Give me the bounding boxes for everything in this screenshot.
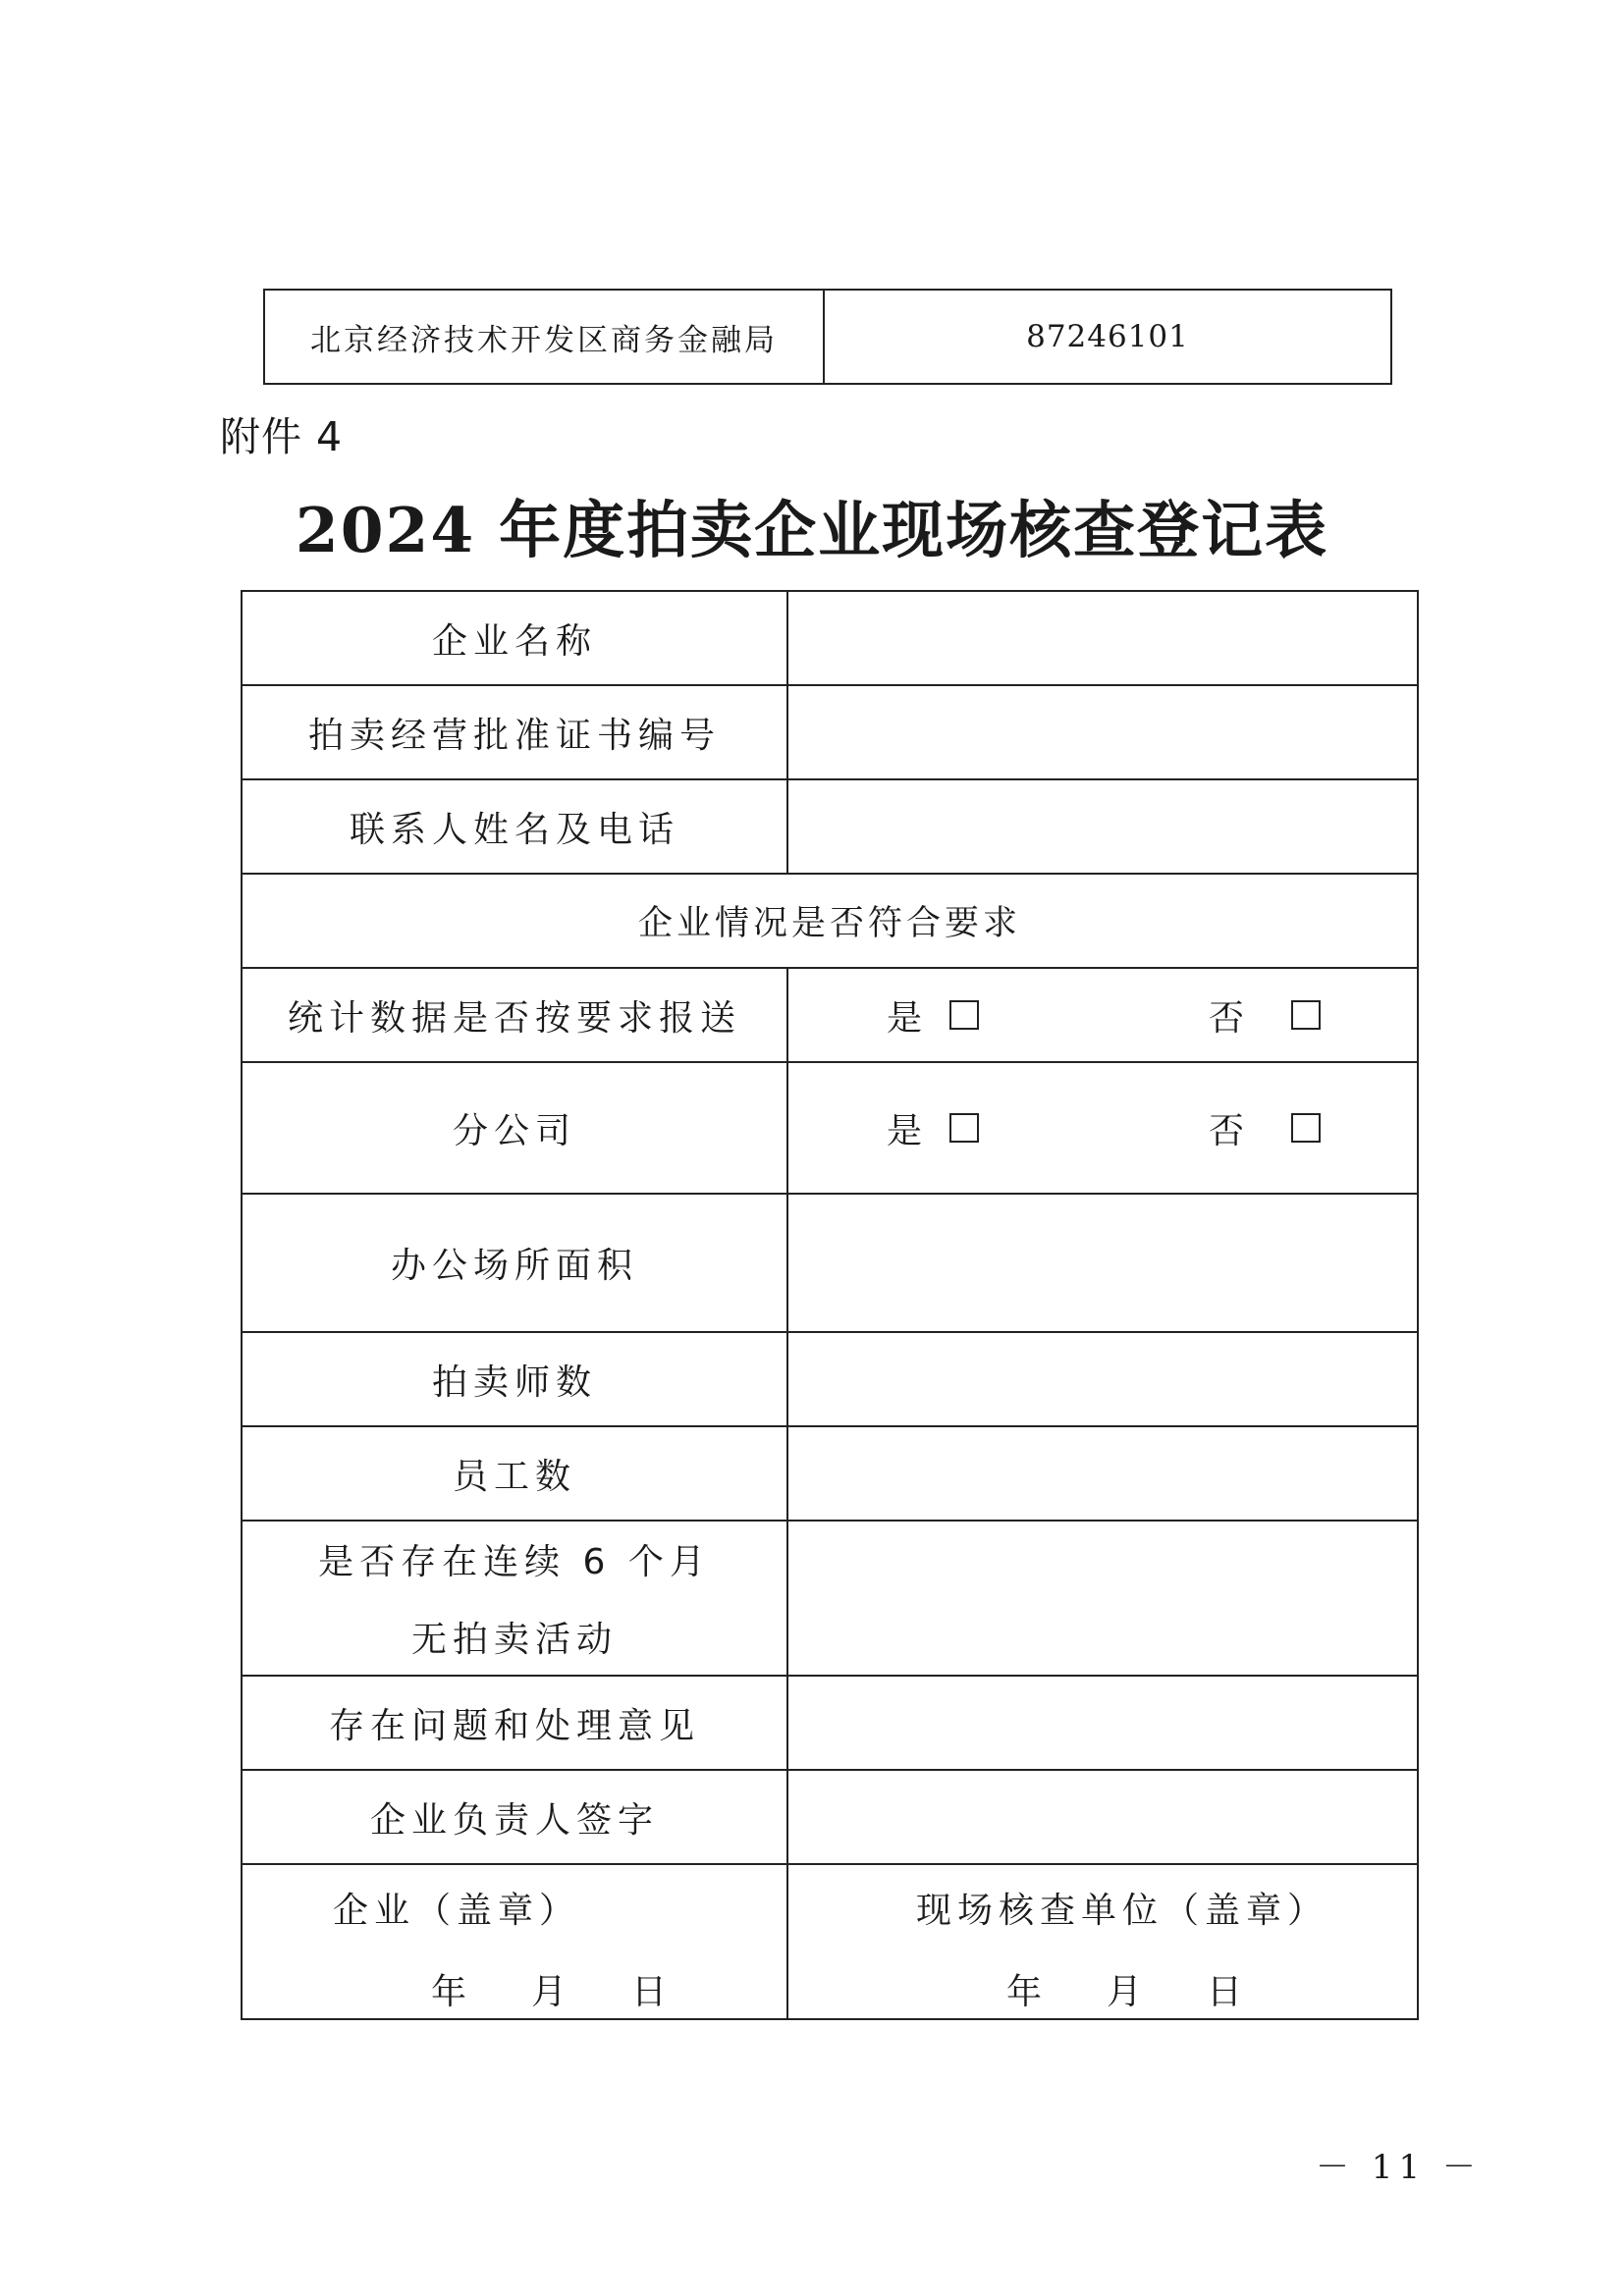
company-name-label: 企业名称	[242, 591, 787, 685]
year-label: 年	[431, 1972, 473, 2012]
company-seal-date	[243, 1964, 786, 2014]
office-area-field[interactable]	[787, 1194, 1418, 1332]
table-row	[242, 874, 1418, 968]
employees-label: 员工数	[242, 1426, 787, 1521]
table-row	[242, 968, 1418, 1062]
stats-reported-options	[787, 968, 1418, 1062]
company-seal-label: 企业（盖章）	[333, 1891, 581, 1931]
contact-person-label: 联系人姓名及电话	[242, 779, 787, 874]
table-row	[242, 1521, 1418, 1676]
day-label: 日	[1207, 1972, 1249, 2012]
signature-label: 企业负责人签字	[242, 1770, 787, 1864]
month-label: 月	[1107, 1972, 1149, 2012]
table-row	[242, 685, 1418, 779]
inactive-label-line2: 无拍卖活动	[410, 1620, 618, 1660]
phone-cell: 87246101	[824, 290, 1391, 384]
license-number-label: 拍卖经营批准证书编号	[242, 685, 787, 779]
inspection-form-table	[241, 590, 1419, 2020]
branch-label: 分公司	[242, 1062, 787, 1194]
table-row	[242, 779, 1418, 874]
inspector-seal-label: 现场核查单位（盖章）	[916, 1891, 1329, 1931]
yes-label: 是	[887, 1110, 929, 1151]
day-label: 日	[631, 1972, 674, 2012]
table-row	[242, 1062, 1418, 1194]
company-name-field[interactable]	[787, 591, 1418, 685]
auctioneers-label: 拍卖师数	[242, 1332, 787, 1426]
table-row	[242, 1426, 1418, 1521]
contact-person-field[interactable]	[787, 779, 1418, 874]
office-area-label: 办公场所面积	[242, 1194, 787, 1332]
attachment-label: 附件 4	[220, 413, 344, 460]
table-row	[242, 591, 1418, 685]
no-label: 否	[1208, 1110, 1250, 1151]
page-number: － 11 －	[1316, 2148, 1482, 2187]
table-row	[242, 1676, 1418, 1770]
office-name-cell: 北京经济技术开发区商务金融局	[264, 290, 824, 384]
yes-label: 是	[887, 997, 929, 1039]
signature-field[interactable]	[787, 1770, 1418, 1864]
inactive-field[interactable]	[787, 1521, 1418, 1676]
table-row	[242, 1770, 1418, 1864]
inactive-label-line1: 是否存在连续 6 个月	[318, 1542, 711, 1582]
year-label: 年	[1006, 1972, 1049, 2012]
license-number-field[interactable]	[787, 685, 1418, 779]
inspector-seal-date	[788, 1964, 1417, 2014]
issues-field[interactable]	[787, 1676, 1418, 1770]
no-checkbox[interactable]	[1291, 1113, 1321, 1143]
table-row	[242, 1864, 1418, 2019]
table-row	[242, 1194, 1418, 1332]
issues-label: 存在问题和处理意见	[242, 1676, 787, 1770]
section-header: 企业情况是否符合要求	[242, 874, 1418, 968]
document-title: 2024 年度拍卖企业现场核查登记表	[295, 494, 1329, 566]
table-row	[264, 290, 1391, 384]
contact-table	[263, 289, 1392, 385]
branch-options	[787, 1062, 1418, 1194]
yes-checkbox[interactable]	[949, 1113, 979, 1143]
yes-checkbox[interactable]	[949, 1000, 979, 1030]
no-checkbox[interactable]	[1291, 1000, 1321, 1030]
employees-field[interactable]	[787, 1426, 1418, 1521]
inactive-label	[242, 1521, 787, 1676]
month-label: 月	[531, 1972, 573, 2012]
no-label: 否	[1208, 997, 1250, 1039]
company-seal-cell[interactable]	[242, 1864, 787, 2019]
table-row	[242, 1332, 1418, 1426]
inspector-seal-cell[interactable]	[787, 1864, 1418, 2019]
stats-reported-label: 统计数据是否按要求报送	[242, 968, 787, 1062]
auctioneers-field[interactable]	[787, 1332, 1418, 1426]
